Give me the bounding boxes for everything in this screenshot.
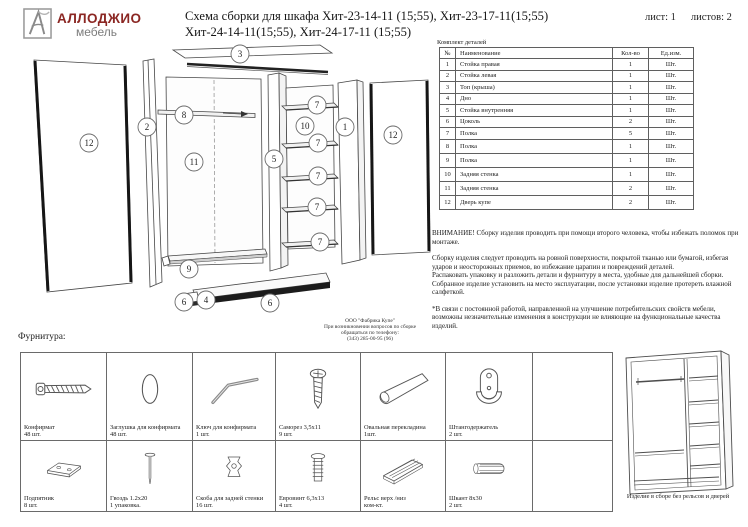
company-tagline: мебель [76,25,118,39]
company-note-line: При возникновении вопросов по сборке [323,324,417,330]
fitting-cell-rod-holder [446,353,533,441]
page-title [185,9,565,40]
stand-left [143,59,162,287]
callout-7 [308,96,326,114]
fittings-section-title: Фурнитура: [18,332,66,342]
callout-7 [309,134,327,152]
table-row: 1 Стойка правая 1 Шт. [440,59,694,71]
door-left [34,60,132,292]
fitting-name: Подпятник [24,494,54,502]
fitting-name: Скоба для задней стенки [196,494,264,502]
table-row: 11 Задняя стенка 2 Шт. [440,181,694,195]
fitting-name: Ключ для конфирмата [196,423,257,431]
disclaimer-text: *В связи с постоянной работой, направленной на улучшение потребительских свойств мебели, возможны незначительные изменения в конструкции не влияющие на функциональные качества изделий. [432,304,721,330]
sheet-info [645,12,732,23]
callout-4 [197,291,215,309]
title-line-2: Хит-24-14-11(15;55), Хит-24-17-11 (15;55) [185,24,412,39]
fitting-name: Шкант 8x30 [449,494,482,502]
svg-text:8: 8 [181,110,187,120]
fitting-name: Штангодержатель [449,423,499,431]
warning-text: ВНИМАНИЕ! Сборку изделия проводить при помощи второго человека, чтобы избежать поломок при монтаже. [432,229,739,246]
fitting-qty: 1 упаковка. [110,501,141,509]
fitting-cell-hex-key [193,353,276,441]
company-note-line: ООО "Фабрика Купе" [345,318,395,324]
callout-12 [384,126,402,144]
column-header: Наименование [456,48,613,59]
fitting-name: Саморез 3,5x11 [279,423,321,431]
hex-key-icon [196,355,272,424]
table-row: 10 Задняя стенка 1 Шт. [440,167,694,181]
bracket-icon [196,443,272,495]
top-panel [173,45,332,75]
parts-table [439,47,694,210]
oval-bar-icon [364,355,442,424]
svg-text:3: 3 [237,49,243,59]
fitting-cell-rail [361,441,446,512]
table-row: 7 Полка 5 Шт. [440,128,694,140]
fitting-qty: 8 шт. [24,501,38,509]
company-note-line: (343) 285-00-95 (96) [347,336,393,342]
company-name: АЛЛОДЖИО [57,11,142,26]
svg-text:4: 4 [203,295,209,305]
svg-text:10: 10 [300,121,310,131]
column-header: Ед.изм. [649,48,694,59]
table-row: 2 Стойка левая 1 Шт. [440,70,694,82]
callout-6 [261,294,279,312]
assembled-wardrobe-drawing [618,349,744,497]
fitting-qty: 1шт. [364,430,377,438]
nail-icon [110,443,189,495]
sheet-number: лист: 1 [645,12,676,23]
table-row: 9 Полка 1 Шт. [440,153,694,167]
footpad-icon [24,443,103,495]
company-logo-icon [23,8,52,39]
euroscrew-icon [279,443,357,495]
callout-10 [296,117,314,135]
callout-7 [309,167,327,185]
svg-text:6: 6 [267,298,273,308]
stand-right [338,80,366,264]
callout-11 [185,153,203,171]
callout-6 [175,293,193,311]
plug-icon [110,355,189,424]
rod-holder-icon [449,355,529,424]
fitting-qty: 2 шт. [449,501,463,509]
title-line-1: Схема сборки для шкафа Хит-23-14-11 (15;55), Хит-23-17-11(15;55) [185,9,549,23]
fitting-qty: 4 шт. [279,501,293,509]
instruction-line: Распаковать упаковку и разложить детали и фурнитуру в места, удобные для дальнейшей сборки. [432,271,724,280]
fitting-cell-oval-bar [361,353,446,441]
confirmat-icon [24,355,103,424]
table-row: 5 Стойка внутренняя 1 Шт. [440,105,694,117]
svg-text:2: 2 [144,122,150,132]
fitting-cell-screw [276,353,361,441]
fitting-qty: 9 шт. [279,430,293,438]
table-row: 3 Топ (крыша) 1 Шт. [440,82,694,94]
table-row: 12 Дверь купе 2 Шт. [440,195,694,209]
callout-1 [336,118,354,136]
callout-5 [265,150,283,168]
instruction-line: Сборку изделия следует проводить на ровной поверхности, покрытой тканью или бумагой, избегая ударов и неосторожных приемов, во избежание царапин и повреждений деталей. [432,254,729,271]
svg-text:12: 12 [388,130,398,140]
empty-cell [533,353,613,441]
fitting-cell-dowel [446,441,533,512]
fitting-cell-nail [107,441,193,512]
fitting-cell-footpad [21,441,107,512]
callout-12 [80,134,98,152]
fitting-qty: 48 шт. [110,430,127,438]
table-row: 8 Полка 1 Шт. [440,139,694,153]
parts-table-title: Комплект деталей [437,39,487,46]
fitting-cell-euroscrew [276,441,361,512]
fitting-qty: 48 шт. [24,430,41,438]
callout-3 [231,45,249,63]
fitting-qty: 2 шт. [449,430,463,438]
svg-text:12: 12 [84,138,94,148]
instruction-line: Собранное изделие установить на место эксплуатации, после установки изделие протереть влажной салфеткой. [432,279,732,297]
fitting-cell-confirmat [21,353,107,441]
svg-text:7: 7 [315,171,321,181]
fitting-name: Гвоздь 1.2x20 [110,494,148,502]
fitting-qty: ком-кт. [364,501,383,509]
callout-2 [138,118,156,136]
parts-table-body [440,59,694,210]
fitting-cell-plug [107,353,193,441]
assembly-notes [432,229,745,330]
parts-table-head-row [440,48,694,59]
door-right [370,80,430,255]
screw-icon [279,355,357,424]
svg-text:1: 1 [342,122,348,132]
svg-text:7: 7 [315,138,321,148]
callout-7 [308,198,326,216]
fitting-name: Овальная перекладина [364,423,426,431]
rail-icon [364,443,442,495]
svg-text:7: 7 [314,100,320,110]
svg-text:9: 9 [186,264,192,274]
fittings-table [20,352,613,512]
assembled-view-caption: Изделие в сборе без рельсов и дверей [626,493,730,500]
callout-8 [175,106,193,124]
fitting-qty: 16 шт. [196,501,213,509]
fitting-name: Конфирмат [24,423,55,431]
fitting-name: Рельс верх /низ [364,494,406,502]
table-row: 6 Цоколь 2 Шт. [440,116,694,128]
sheets-total: листов: 2 [690,12,732,23]
callout-7 [311,233,329,251]
stand-inner [268,73,288,271]
back-panel-large [166,77,263,266]
exploded-assembly-diagram [15,44,440,348]
svg-text:6: 6 [181,297,187,307]
table-row: 4 Дно 1 Шт. [440,93,694,105]
svg-text:11: 11 [189,157,199,167]
care-instructions [432,254,745,297]
svg-text:7: 7 [314,202,320,212]
column-header: № [440,48,456,59]
fitting-name: Евровинт 6,3x13 [279,494,325,502]
column-header: Кол-во [613,48,649,59]
fitting-qty: 1 шт. [196,430,210,438]
company-note [300,318,440,342]
svg-text:5: 5 [271,154,277,164]
dowel-icon [449,443,529,495]
callout-9 [180,260,198,278]
empty-cell [533,441,613,512]
fitting-cell-bracket [193,441,276,512]
fitting-name: Заглушка для конфирмата [110,423,181,431]
svg-text:7: 7 [317,237,323,247]
company-note-line: обращаться по телефону: [341,330,399,336]
